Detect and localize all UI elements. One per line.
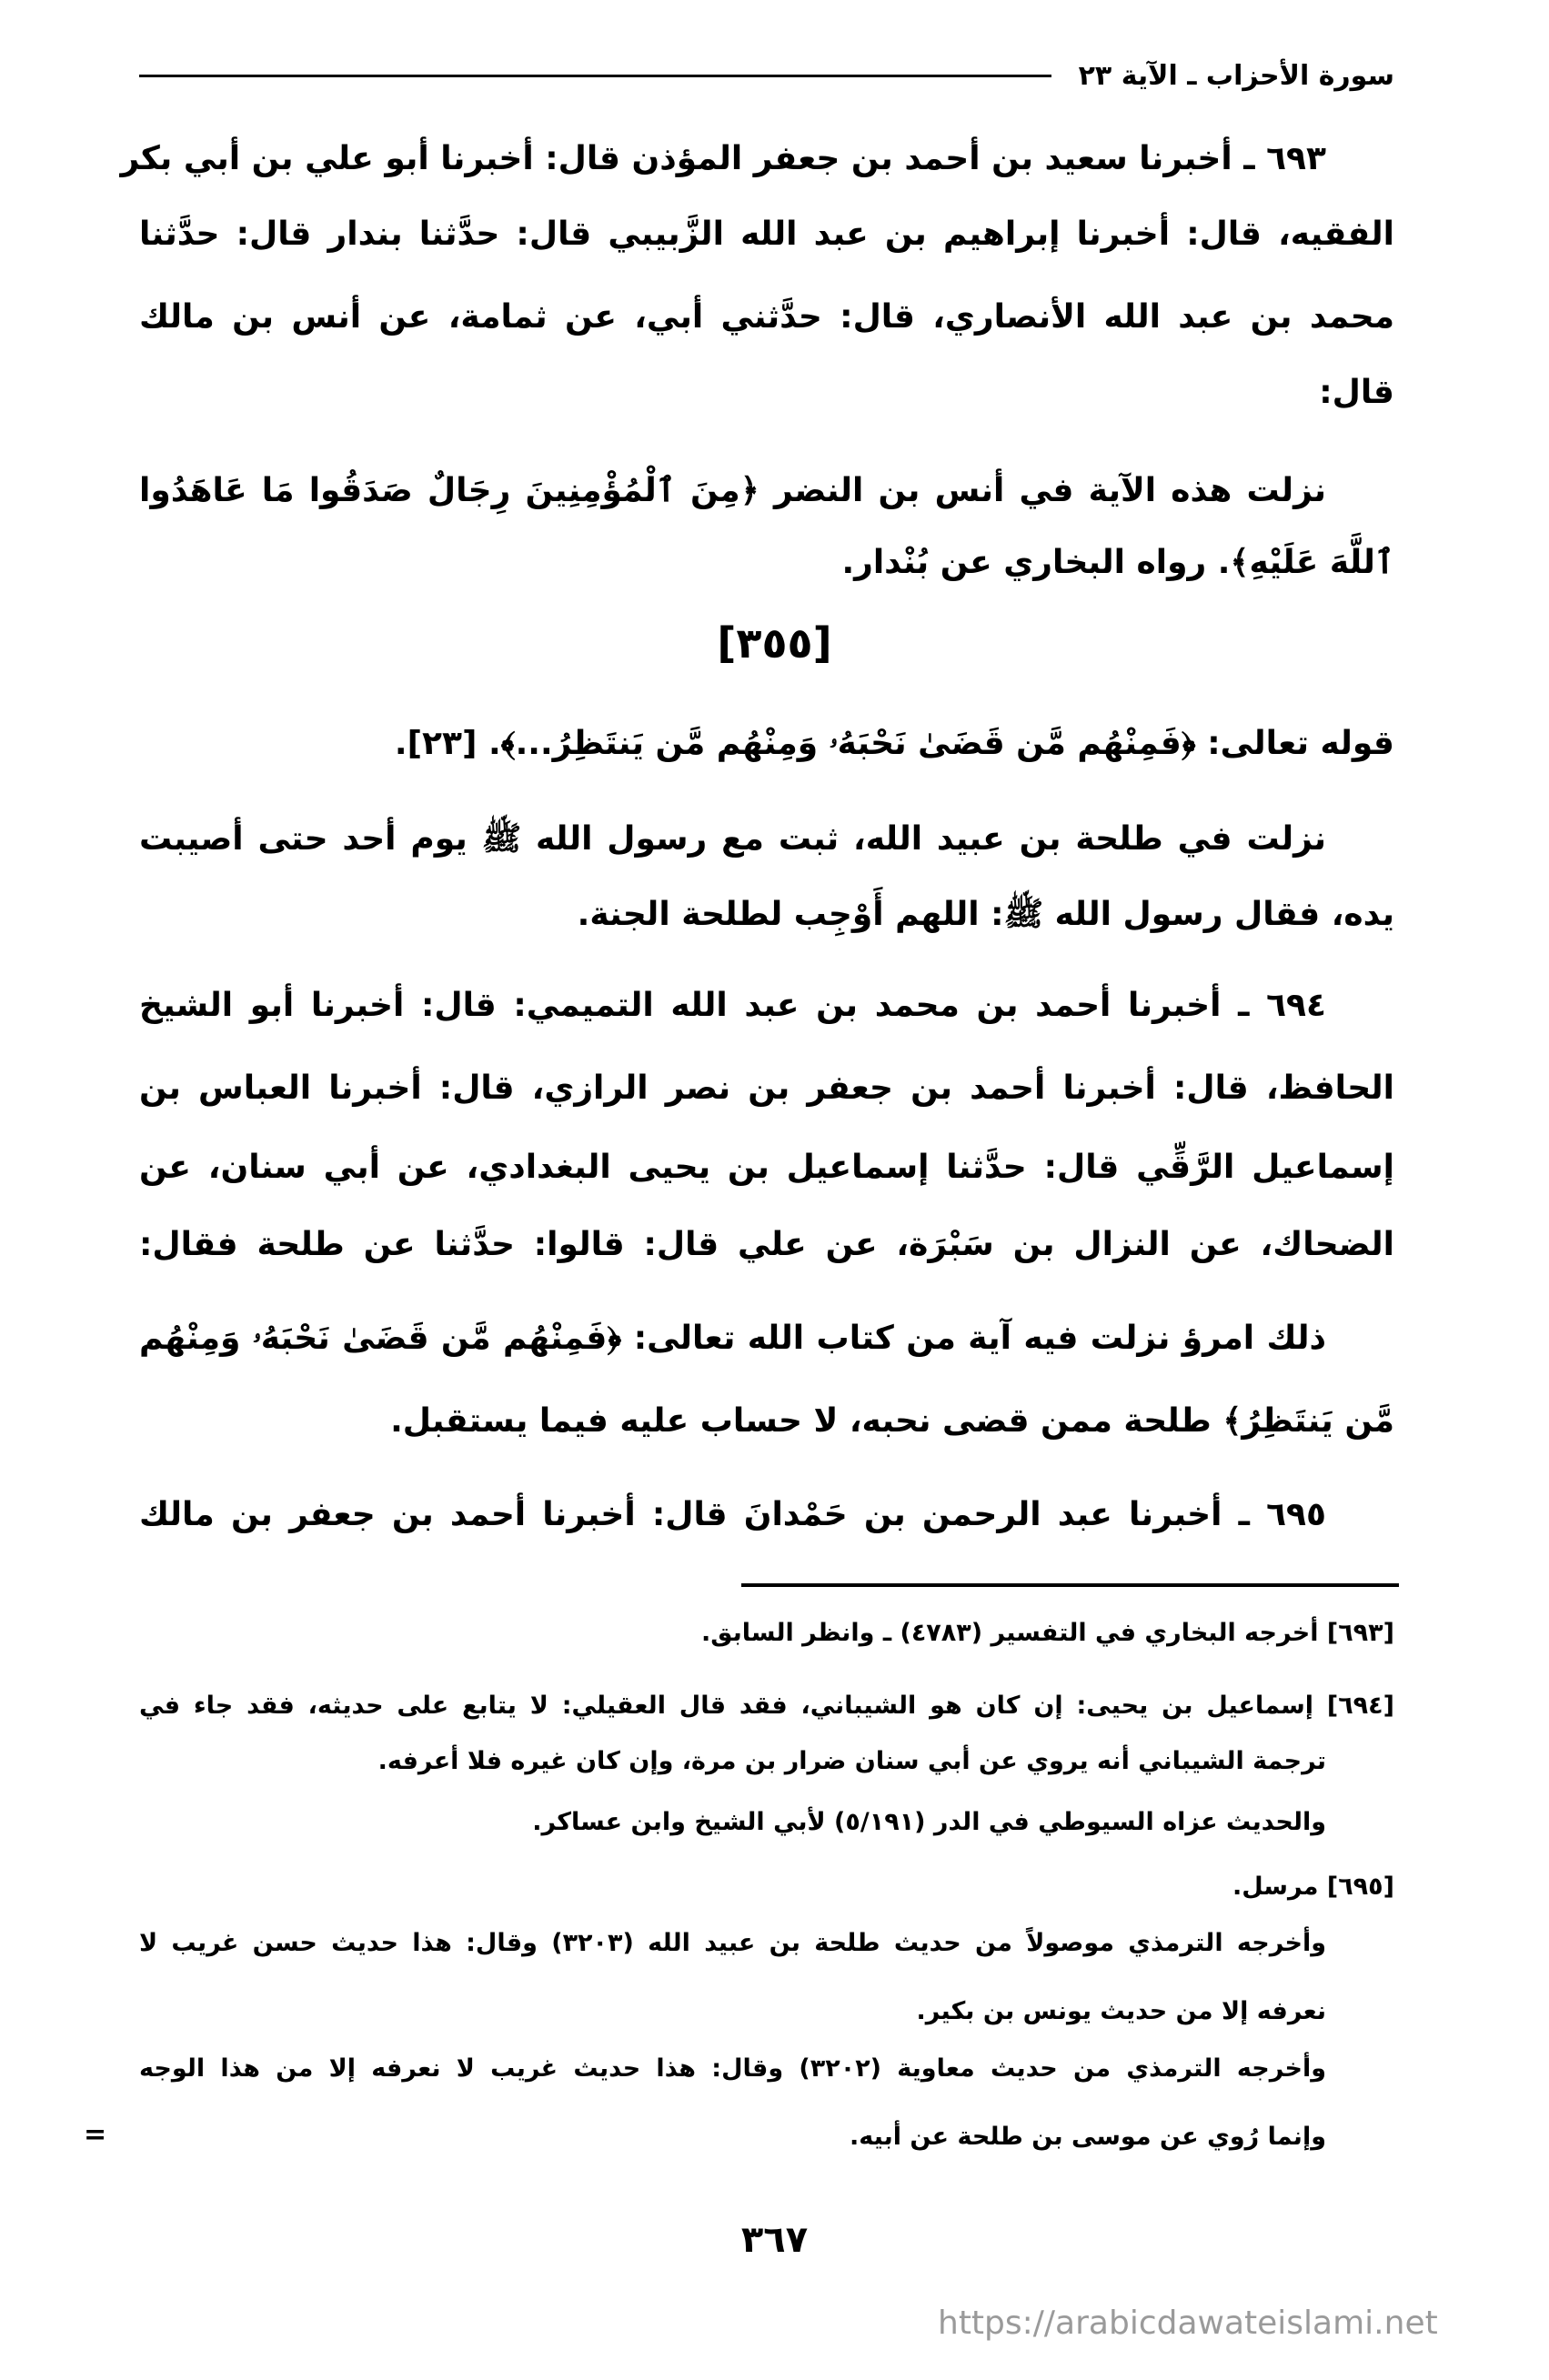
hadith-694-verse-line: مَّن يَنتَظِرُ﴾ طلحة ممن قضى نحبه، لا حساب عليه فيما يستقبل. xyxy=(390,1402,1394,1440)
footnote-694: [٦٩٤] إسماعيل بن يحيى: إن كان هو الشيباني، فقد قال العقيلي: لا يتابع على حديثه، فقد جاء في xyxy=(139,1692,1394,1720)
talha-line: نزلت في طلحة بن عبيد الله، ثبت مع رسول الله ﷺ يوم أحد حتى أصيبت xyxy=(139,820,1326,858)
hadith-693-verse-line: ٱللَّهَ عَلَيْهِ﴾. رواه البخاري عن بُنْدار. xyxy=(841,544,1394,581)
verse-heading: قوله تعالى: ﴿فَمِنْهُم مَّن قَضَىٰ نَحْبَهُۥ وَمِنْهُم مَّن يَنتَظِرُ...﴾. [٢٣]. xyxy=(394,725,1394,762)
hadith-693-line: الفقيه، قال: أخبرنا إبراهيم بن عبد الله الزَّبيبي قال: حدَّثنا بندار قال: حدَّثنا xyxy=(139,216,1394,253)
continuation-mark: = xyxy=(84,2119,107,2151)
hadith-694-line: إسماعيل الرَّقِّي قال: حدَّثنا إسماعيل بن يحيى البغدادي، عن أبي سنان، عن xyxy=(139,1149,1394,1186)
hadith-695-line: ٦٩٥ ـ أخبرنا عبد الرحمن بن حَمْدانَ قال: أخبرنا أحمد بن جعفر بن مالك xyxy=(139,1496,1326,1533)
hadith-694-line: الضحاك، عن النزال بن سَبْرَة، عن علي قال: قالوا: حدَّثنا عن طلحة فقال: xyxy=(139,1226,1394,1263)
watermark-url: https://arabicdawateislami.net xyxy=(938,2305,1438,2342)
footnote-695: [٦٩٥] مرسل. xyxy=(1232,1873,1394,1901)
hadith-694-line: ٦٩٤ ـ أخبرنا أحمد بن محمد بن عبد الله التميمي: قال: أخبرنا أبو الشيخ xyxy=(139,987,1326,1024)
header-rule xyxy=(139,75,1051,77)
hadith-693-line: قال: xyxy=(1319,374,1394,411)
hadith-693-line: ٦٩٣ ـ أخبرنا سعيد بن أحمد بن جعفر المؤذن قال: أخبرنا أبو علي بن أبي بكر xyxy=(120,140,1326,177)
footnote-695-cont: نعرفه إلا من حديث يونس بن بكير. xyxy=(916,1997,1326,2025)
footnote-separator xyxy=(741,1583,1399,1587)
footnote-695-cont: وأخرجه الترمذي من حديث معاوية (٣٢٠٢) وقال: هذا حديث غريب لا نعرفه إلا من هذا الوجه xyxy=(139,2054,1327,2083)
hadith-693-verse-line: نزلت هذه الآية في أنس بن النضر ﴿مِنَ ٱلْمُؤْمِنِينَ رِجَالٌ صَدَقُوا مَا عَاهَدُوا xyxy=(139,472,1326,509)
header-title: سورة الأحزاب ـ الآية ٢٣ xyxy=(1078,59,1394,92)
hadith-694-line: الحافظ، قال: أخبرنا أحمد بن جعفر بن نصر الرازي، قال: أخبرنا العباس بن xyxy=(139,1069,1394,1107)
footnote-695-cont: وأخرجه الترمذي موصولاً من حديث طلحة بن عبيد الله (٣٢٠٣) وقال: هذا حديث حسن غريب لا xyxy=(139,1929,1326,1957)
section-number: [٣٥٥] xyxy=(717,618,832,668)
footnote-694-cont: ترجمة الشيباني أنه يروي عن أبي سنان ضرار بن مرة، وإن كان غيره فلا أعرفه. xyxy=(377,1747,1326,1775)
page-number: ٣٦٧ xyxy=(740,2219,809,2261)
footnote-693: [٦٩٣] أخرجه البخاري في التفسير (٤٧٨٣) ـ وانظر السابق. xyxy=(701,1619,1394,1647)
hadith-693-line: محمد بن عبد الله الأنصاري، قال: حدَّثني أبي، عن ثمامة، عن أنس بن مالك xyxy=(139,298,1394,336)
running-header xyxy=(139,53,1394,98)
footnote-695-cont: وإنما رُوي عن موسى بن طلحة عن أبيه. xyxy=(849,2123,1326,2151)
hadith-694-verse-line: ذلك امرؤ نزلت فيه آية من كتاب الله تعالى: ﴿فَمِنْهُم مَّن قَضَىٰ نَحْبَهُۥ وَمِنْهُم xyxy=(139,1320,1326,1357)
talha-line: يده، فقال رسول الله ﷺ: اللهم أَوْجِب لطلحة الجنة. xyxy=(577,896,1394,933)
footnote-694-cont: والحديث عزاه السيوطي في الدر (٥/١٩١) لأبي الشيخ وابن عساكر. xyxy=(532,1808,1326,1836)
